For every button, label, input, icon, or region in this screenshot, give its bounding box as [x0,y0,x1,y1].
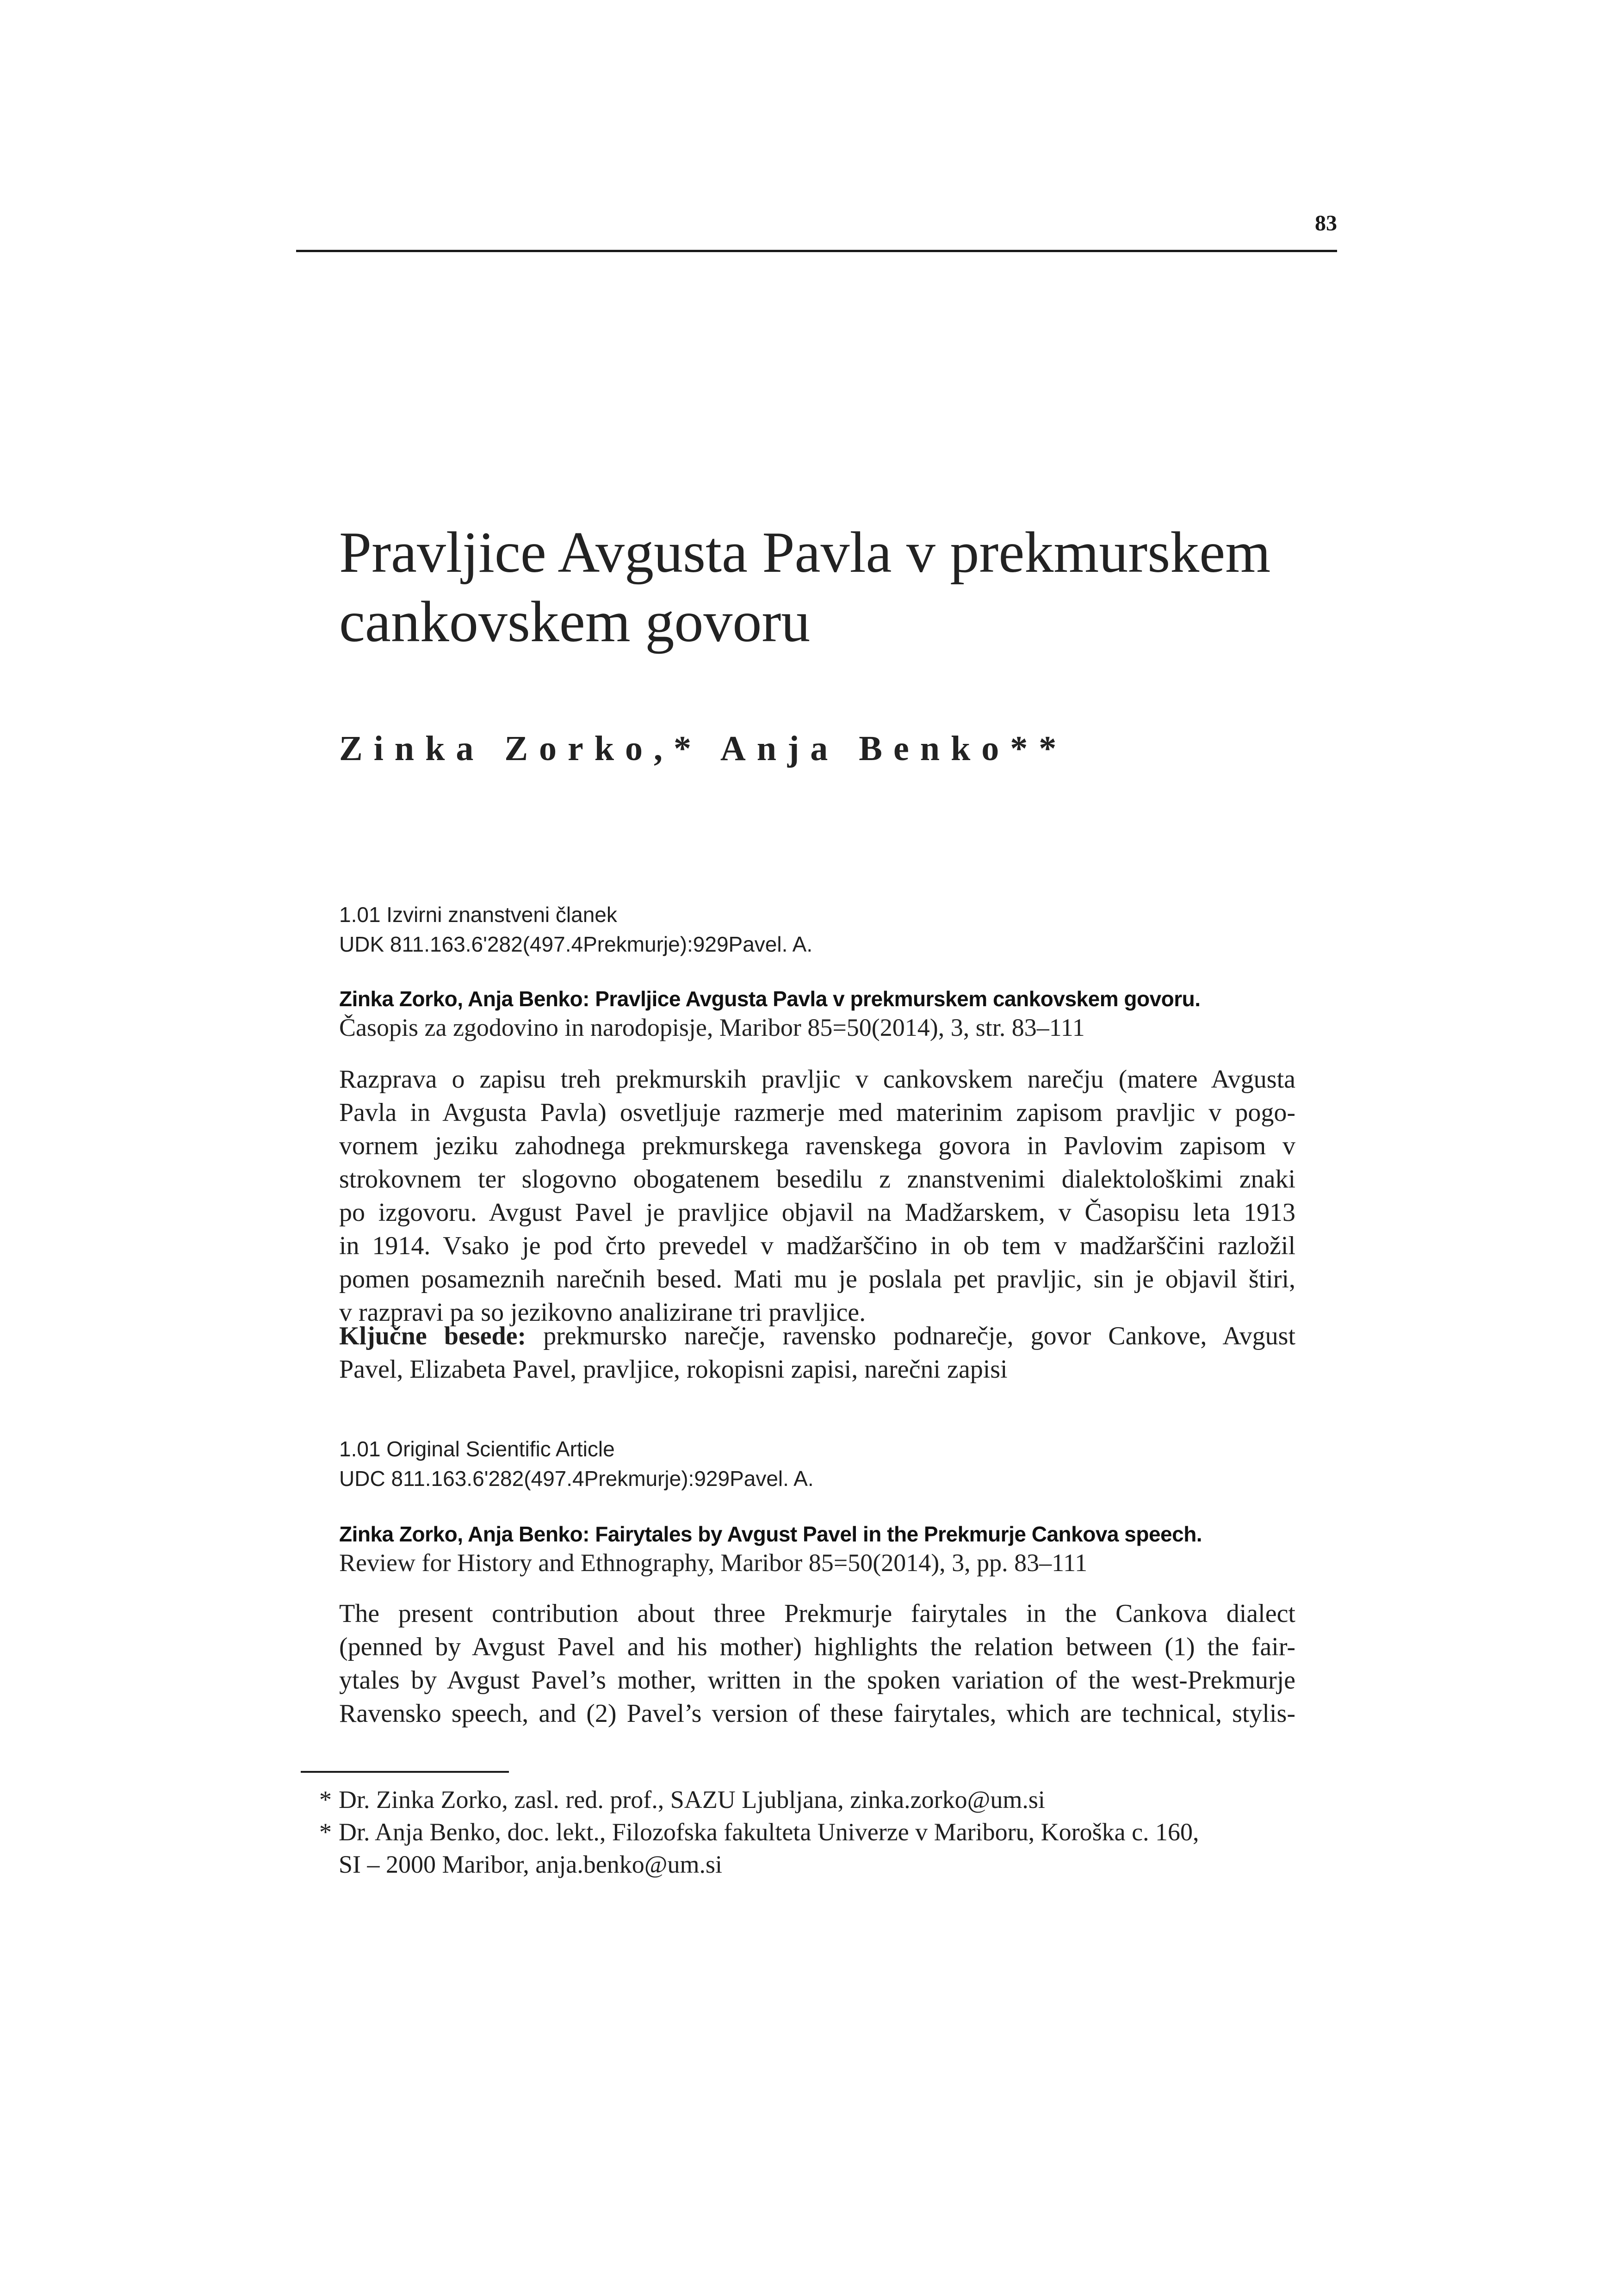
abstract-line: The present contribution about three Prekmurje fairytales in the Cankova dialect [339,1599,1295,1628]
article-title [339,518,1357,657]
slovene-metadata [339,900,1357,959]
slovene-keywords [339,1319,1295,1386]
footnote-line: Dr. Zinka Zorko, zasl. red. prof., SAZU Ljubljana, zinka.zorko@um.si [339,1786,1045,1813]
english-abstract [339,1597,1295,1730]
abstract-line: strokovnem ter slogovno obogatenem besedilu z znanstvenimi dialektološkimi znaki [339,1165,1295,1194]
footnote-line: Dr. Anja Benko, doc. lekt., Filozofska fakulteta Univerze v Mariboru, Koroška c. 160, [339,1818,1199,1846]
abstract-line: in 1914. Vsako je pod črto prevedel v madžarščino in ob tem v madžarščini razložil [339,1232,1295,1260]
keywords-line [339,1319,1295,1353]
keywords-text: prekmursko narečje, ravensko podnarečje, govor Cankove, Avgust [526,1322,1296,1350]
slovene-citation [339,984,1357,1042]
udk-code: UDK 811.163.6'282(497.4Prekmurje):929Pavel. A. [339,932,813,956]
abstract-line: v razpravi pa so jezikovno analizirane tri pravljice. [339,1298,866,1327]
article-authors: Zinka Zorko,* Anja Benko** [339,729,1068,768]
article-title-line: Pravljice Avgusta Pavla v prekmurskem [339,520,1271,585]
abstract-line: vornem jeziku zahodnega prekmurskega ravenskega govora in Pavlovim zapisom v [339,1132,1295,1160]
footnotes [319,1783,1337,1881]
citation-authors-title: Zinka Zorko, Anja Benko: Pravljice Avgusta Pavla v prekmurskem cankovskem govoru. [339,987,1201,1011]
udc-code: UDC 811.163.6'282(497.4Prekmurje):929Pavel. A. [339,1467,814,1491]
abstract-line: po izgovoru. Avgust Pavel je pravljice objavil na Madžarskem, v Časopisu leta 1913 [339,1198,1295,1227]
article-title-line: cankovskem govoru [339,590,811,654]
header-rule [296,250,1337,252]
article-type: 1.01 Izvirni znanstveni članek [339,903,617,927]
citation-source: Review for History and Ethnography, Maribor 85=50(2014), 3, pp. 83–111 [339,1549,1088,1577]
footnote [319,1816,1337,1881]
footnote-rule [301,1771,509,1773]
english-citation [339,1520,1357,1577]
abstract-line: Pavla in Avgusta Pavla) osvetljuje razmerje med materinim zapisom pravljic v pogo- [339,1098,1295,1127]
abstract-line: (penned by Avgust Pavel and his mother) highlights the relation between (1) the fair- [339,1633,1295,1661]
citation-authors-title: Zinka Zorko, Anja Benko: Fairytales by Avgust Pavel in the Prekmurje Cankova speech. [339,1522,1202,1546]
abstract-line: Razprava o zapisu treh prekmurskih pravljic v cankovskem narečju (matere Avgusta [339,1065,1295,1094]
abstract-line: Ravensko speech, and (2) Pavel’s version of these fairytales, which are technical, stylis- [339,1699,1295,1728]
footnote-text [339,1783,1337,1816]
english-metadata [339,1434,1357,1493]
slovene-abstract [339,1063,1295,1329]
footnote-mark: * [319,1786,332,1813]
footnote-text [339,1816,1337,1881]
footnote-mark: * [319,1818,332,1846]
abstract-line: pomen posameznih narečnih besed. Mati mu je poslala pet pravljic, sin je objavil štiri, [339,1265,1295,1293]
article-type: 1.01 Original Scientific Article [339,1437,615,1461]
keywords-label: Ključne besede: [339,1322,527,1350]
footnote-line: SI – 2000 Maribor, anja.benko@um.si [339,1850,722,1878]
citation-source: Časopis za zgodovino in narodopisje, Maribor 85=50(2014), 3, str. 83–111 [339,1014,1085,1041]
page-number: 83 [1315,211,1337,235]
keywords-line: Pavel, Elizabeta Pavel, pravljice, rokopisni zapisi, narečni zapisi [339,1355,1008,1384]
abstract-line: ytales by Avgust Pavel’s mother, written in the spoken variation of the west-Prekmurje [339,1666,1295,1695]
footnote [319,1783,1337,1816]
